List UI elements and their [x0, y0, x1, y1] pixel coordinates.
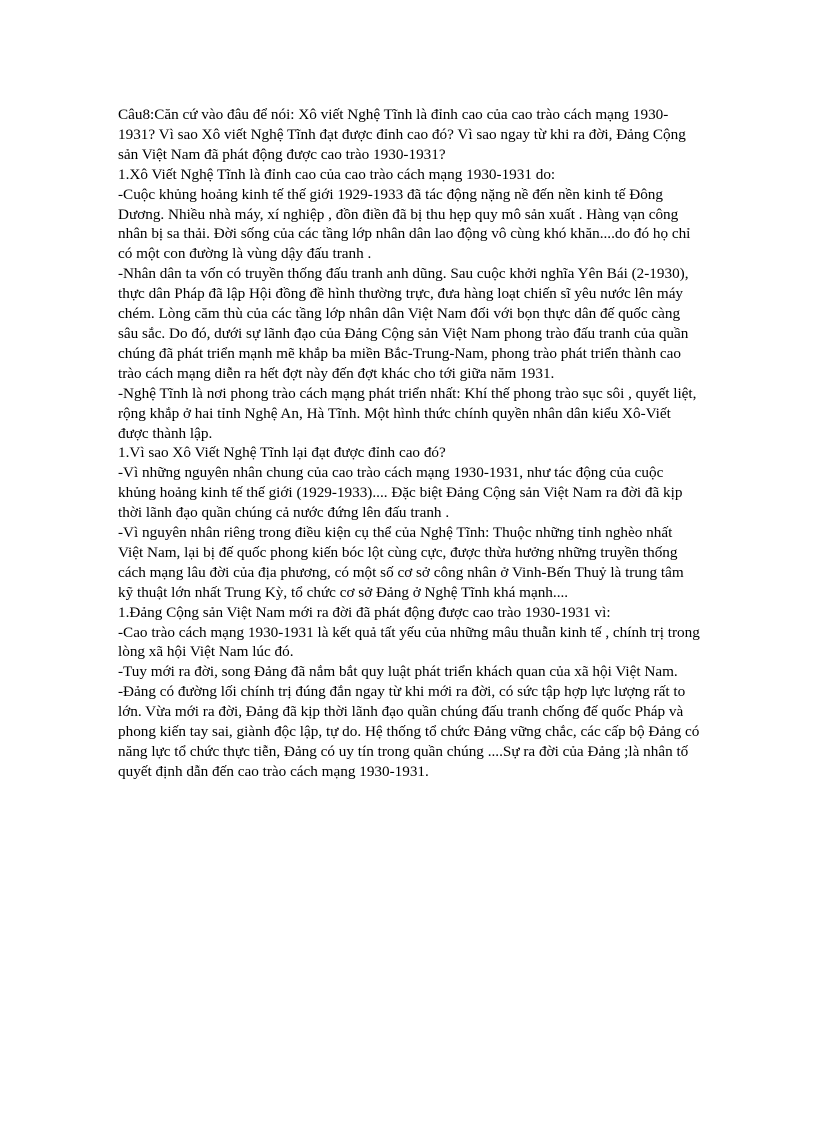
- section-1-heading: 1.Xô Viết Nghệ Tĩnh là đỉnh cao của cao trào cách mạng 1930-1931 do:: [118, 165, 556, 183]
- section-2-point-specific-causes: -Vì nguyên nhân riêng trong điều kiện cụ thể của Nghệ Tĩnh: Thuộc những tỉnh nghèo nhất Việt Nam, lại bị đế quốc phong kiến bóc lột cùng cực, được thừa hưởng những truyền thống cách mạng lâu đời của địa phương, có một số cơ sở công nhân ở Vinh-Bến Thuỷ là trung tâm kỹ thuật lớn nhất Trung Kỳ, tổ chức cơ sở Đảng ở Nghệ Tĩnh khá mạnh....: [118, 524, 684, 601]
- section-3-point-political-line: -Đảng có đường lối chính trị đúng đắn ngay từ khi mới ra đời, có sức tập hợp lực lượng rất to lớn. Vừa mới ra đời, Đảng đã kịp thời lãnh đạo quần chúng đấu tranh chống đế quốc Pháp và phong kiến tay sai, giành độc lập, tự do. Hệ thống tổ chức Đảng vững chắc, các cấp bộ Đảng có năng lực tổ chức thực tiễn, Đảng có uy tín trong quần chúng ....Sự ra đời của Đảng ;là nhân tố quyết định dẫn đến cao trào cách mạng 1930-1931.: [118, 683, 700, 780]
- section-2-heading: 1.Vì sao Xô Viết Nghệ Tĩnh lại đạt được đỉnh cao đó?: [118, 444, 446, 462]
- document-page: [118, 105, 700, 782]
- section-3-heading: 1.Đảng Cộng sản Việt Nam mới ra đời đã phát động được cao trào 1930-1931 vì:: [118, 603, 611, 621]
- section-3-point-laws: -Tuy mới ra đời, song Đảng đã nắm bắt quy luật phát triển khách quan của xã hội Việt Nam.: [118, 663, 678, 681]
- section-2-point-general-causes: -Vì những nguyên nhân chung của cao trào cách mạng 1930-1931, như tác động của cuộc khủng hoảng kinh tế thế giới (1929-1933).... Đặc biệt Đảng Cộng sản Việt Nam ra đời đã kịp thời lãnh đạo quần chúng cả nước đứng lên đấu tranh .: [118, 464, 683, 522]
- section-3-point-contradictions: -Cao trào cách mạng 1930-1931 là kết quả tất yếu của những mâu thuẫn kinh tế , chính trị trong lòng xã hội Việt Nam lúc đó.: [118, 623, 700, 661]
- section-1-point-tradition: -Nhân dân ta vốn có truyền thống đấu tranh anh dũng. Sau cuộc khởi nghĩa Yên Bái (2-1930), thực dân Pháp đã lập Hội đồng đề hình thường trực, đưa hàng loạt chiến sĩ yêu nước lên máy chém. Lòng căm thù của các tầng lớp nhân dân Việt Nam đối với bọn thực dân đế quốc càng sâu sắc. Do đó, dưới sự lãnh đạo của Đảng Cộng sản Việt Nam phong trào đấu tranh của quần chúng đã phát triển mạnh mẽ khắp ba miền Bắc-Trung-Nam, phong trào phát triển thành cao trào cách mạng diễn ra hết đợt này đến đợt khác cho tới giữa năm 1931.: [118, 265, 689, 382]
- section-1-point-economic-crisis: -Cuộc khủng hoảng kinh tế thế giới 1929-1933 đã tác động nặng nề đến nền kinh tế Đông Dương. Nhiều nhà máy, xí nghiệp , đồn điền đã bị thu hẹp quy mô sản xuất . Hàng vạn công nhân bị sa thải. Đời sống của các tầng lớp nhân dân lao động vô cùng khó khăn....do đó họ chỉ có một con đường là vùng dậy đấu tranh .: [118, 185, 691, 263]
- question-heading: Câu8:Căn cứ vào đâu để nói: Xô viết Nghệ Tĩnh là đỉnh cao của cao trào cách mạng 1930-1931? Vì sao Xô viết Nghệ Tĩnh đạt được đỉnh cao đó? Vì sao ngay từ khi ra đời, Đảng Cộng sản Việt Nam đã phát động được cao trào 1930-1931?: [118, 106, 686, 163]
- section-1-point-nghe-tinh: -Nghệ Tĩnh là nơi phong trào cách mạng phát triển nhất: Khí thế phong trào sục sôi , quyết liệt, rộng khắp ở hai tỉnh Nghệ An, Hà Tĩnh. Một hình thức chính quyền nhân dân kiểu Xô-Viết được thành lập.: [118, 384, 697, 442]
